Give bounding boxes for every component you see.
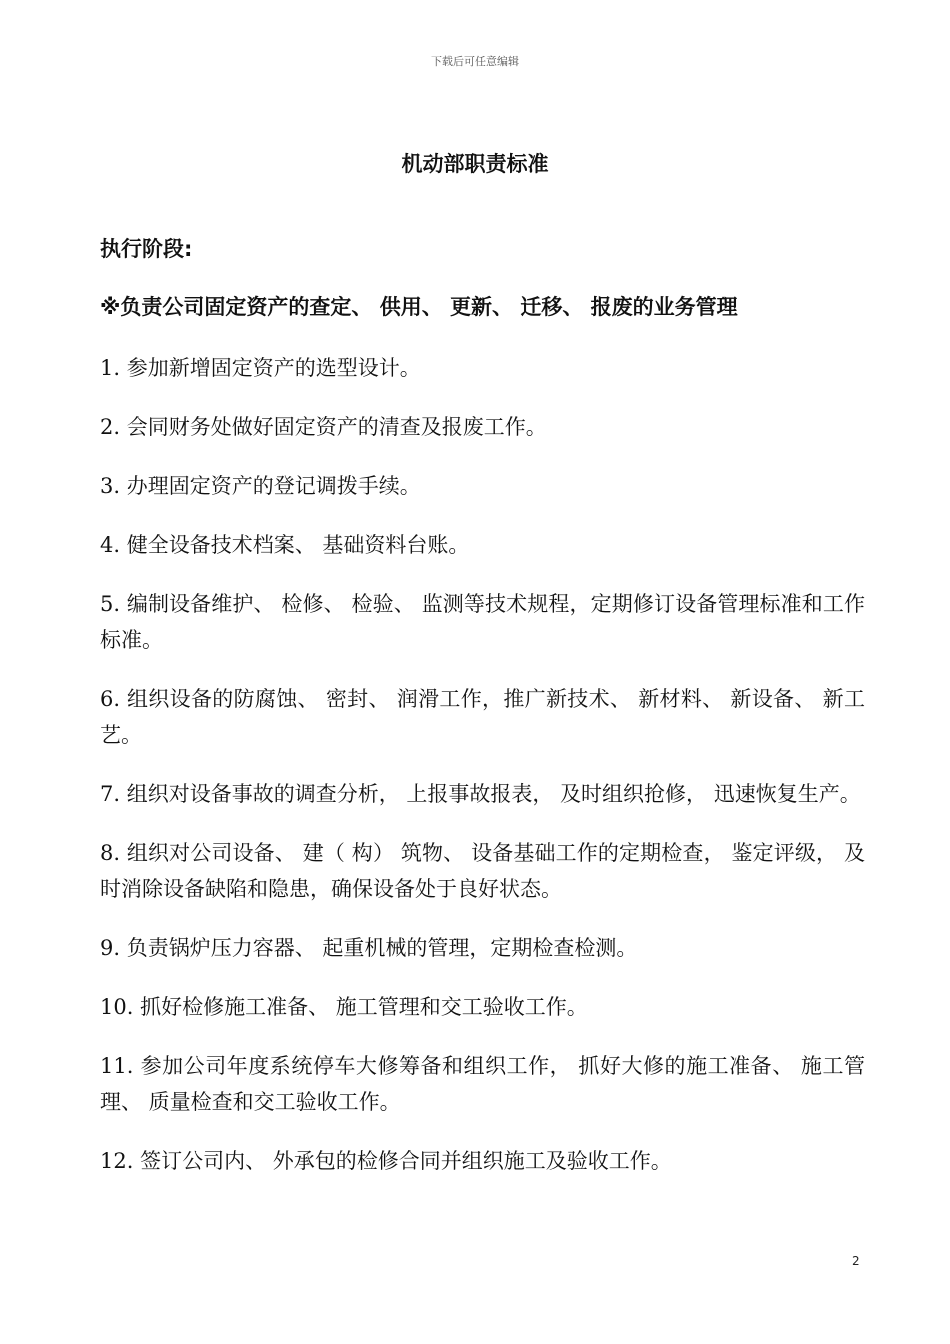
duty-item: 5. 编制设备维护、 检修、 检验、 监测等技术规程，定期修订设备管理标准和工作标准。 [100,592,865,652]
duty-item: 8. 组织对公司设备、 建（ 构） 筑物、 设备基础工作的定期检查， 鉴定评级， 及时消除设备缺陷和隐患，确保设备处于良好状态。 [100,841,865,901]
duty-item: 11. 参加公司年度系统停车大修筹备和组织工作， 抓好大修的施工准备、 施工管理、 质量检查和交工验收工作。 [100,1054,865,1114]
section-label: 执行阶段: [100,237,193,261]
page-number: 2 [852,1254,860,1268]
section-heading: ※负责公司固定资产的查定、 供用、 更新、 迁移、 报废的业务管理 [100,295,738,319]
duty-item: 7. 组织对设备事故的调查分析， 上报事故报表， 及时组织抢修， 迅速恢复生产。 [100,782,861,806]
duty-item: 9. 负责锅炉压力容器、 起重机械的管理，定期检查检测。 [100,936,638,960]
duty-list [100,350,865,1202]
duty-item: 3. 办理固定资产的登记调拨手续。 [100,474,421,498]
page-title: 机动部职责标准 [401,152,549,176]
duty-item: 4. 健全设备技术档案、 基础资料台账。 [100,533,470,557]
header-note: 下载后可任意编辑 [431,55,519,68]
duty-item: 6. 组织设备的防腐蚀、 密封、 润滑工作，推广新技术、 新材料、 新设备、 新工艺。 [100,687,865,747]
duty-item: 10. 抓好检修施工准备、 施工管理和交工验收工作。 [100,995,588,1019]
duty-item: 1. 参加新增固定资产的选型设计。 [100,356,421,380]
duty-item: 12. 签订公司内、 外承包的检修合同并组织施工及验收工作。 [100,1149,672,1173]
duty-item: 2. 会同财务处做好固定资产的清查及报废工作。 [100,415,547,439]
